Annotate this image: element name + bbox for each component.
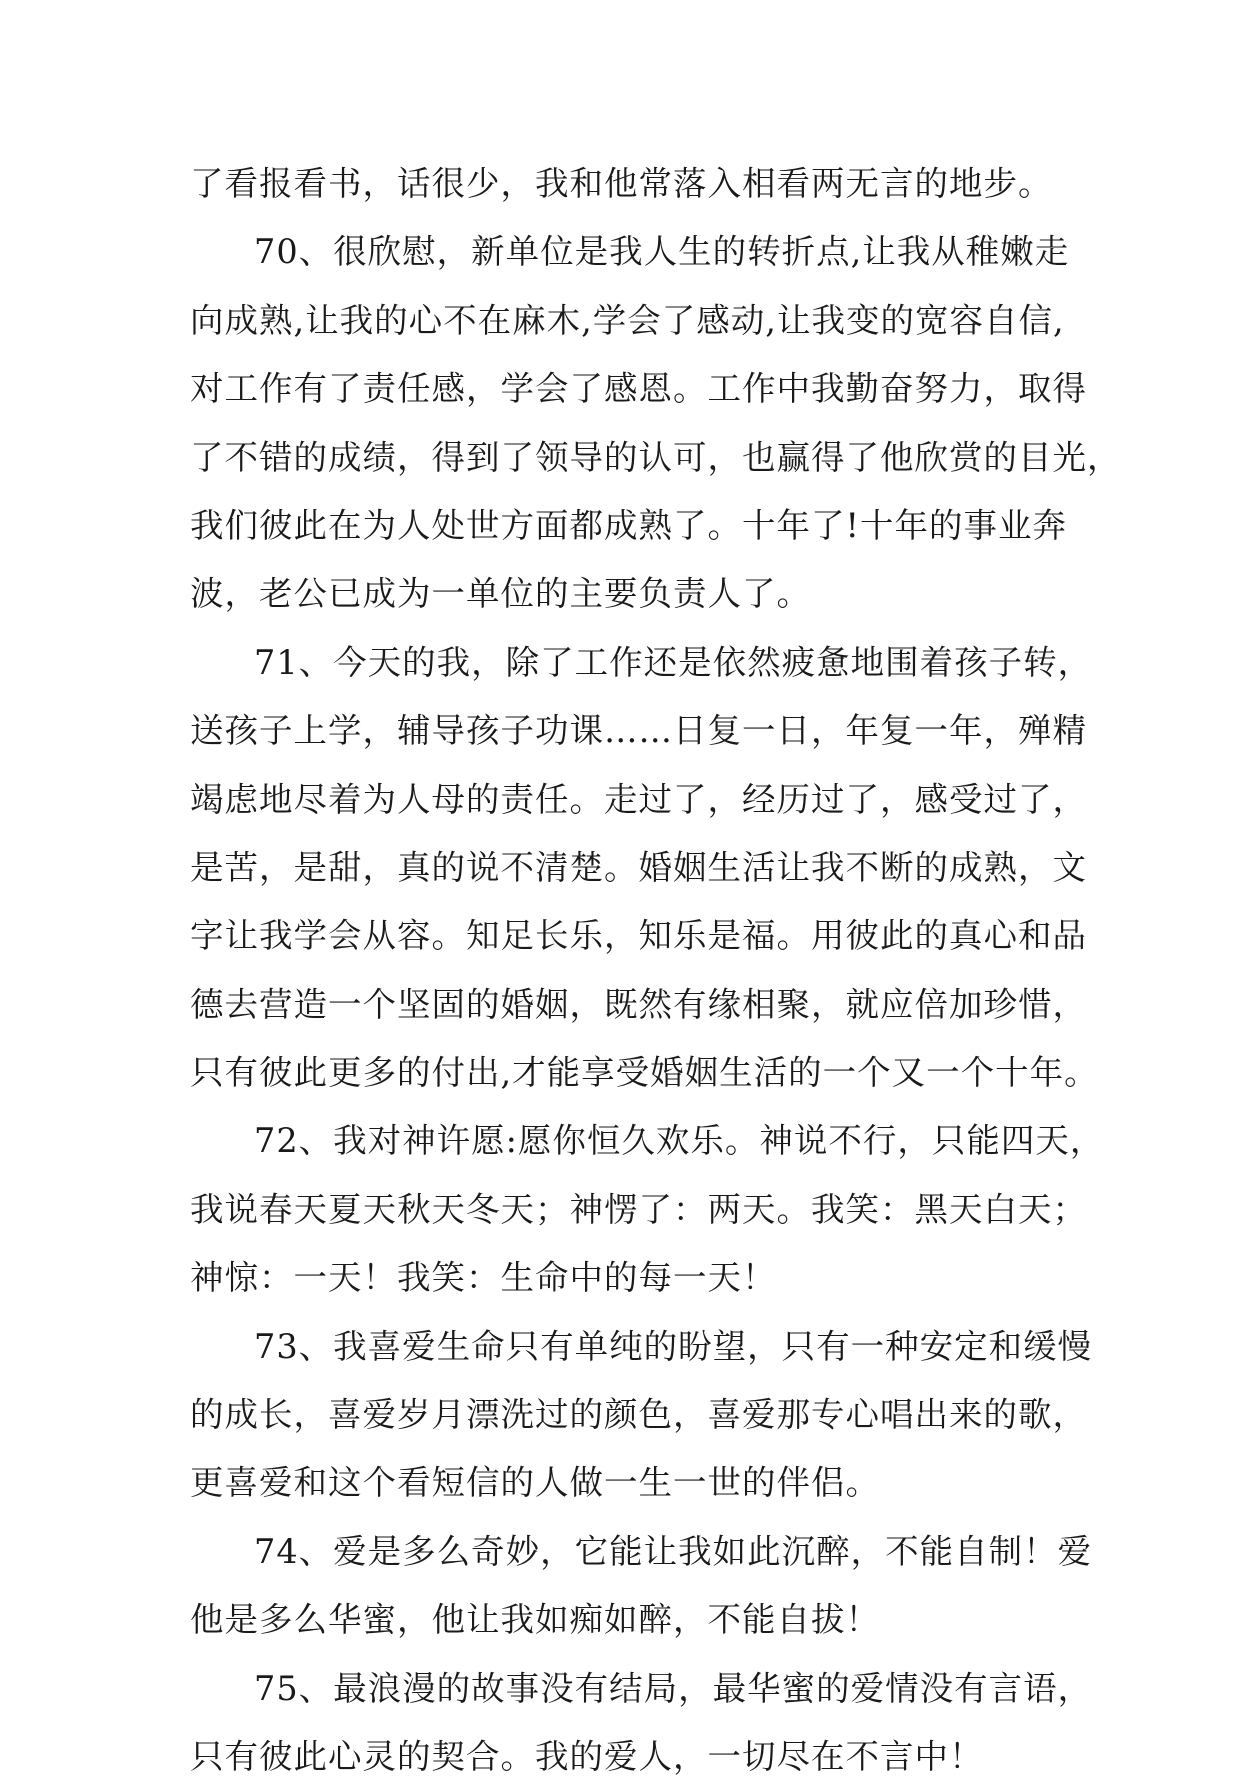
text-line: 73、我喜爱生命只有单纯的盼望，只有一种安定和缓慢 [254,1326,1093,1366]
text-line: 的成长，喜爱岁月漂洗过的颜色，喜爱那专心唱出来的歌， [190,1395,1087,1435]
text-line: 了看报看书，话很少，我和他常落入相看两无言的地步。 [190,164,1053,203]
text-line: 更喜爱和这个看短信的人做一生一世的伴侣。 [190,1463,880,1503]
text-line: 字让我学会从容。知足长乐，知乐是福。用彼此的真心和品 [190,916,1087,956]
text-line: 72、我对神许愿:愿你恒久欢乐。神说不行，只能四天， [254,1121,1105,1161]
text-line: 波，老公已成为一单位的主要负责人了。 [190,574,811,614]
text-line: 我说春天夏天秋天冬天；神愣了：两天。我笑：黑天白天； [190,1189,1087,1229]
text-line: 只有彼此更多的付出,才能享受婚姻生活的一个又一个十年。 [190,1053,1099,1093]
text-line: 竭虑地尽着为人母的责任。走过了，经历过了，感受过了， [190,779,1087,819]
text-line: 70、很欣慰，新单位是我人生的转折点,让我从稚嫩走 [254,232,1070,272]
text-line: 向成熟,让我的心不在麻木,学会了感动,让我变的宽容自信, [190,300,1065,340]
document-body [190,150,1122,1791]
text-line: 75、最浪漫的故事没有结局，最华蜜的爱情没有言语， [254,1668,1093,1708]
text-line: 送孩子上学，辅导孩子功课……日复一日，年复一年，殚精 [190,711,1087,751]
text-line: 神惊：一天！我笑：生命中的每一天！ [190,1258,777,1298]
text-line: 德去营造一个坚固的婚姻，既然有缘相聚，就应倍加珍惜， [190,984,1087,1024]
text-line: 是苦，是甜，真的说不清楚。婚姻生活让我不断的成熟，文 [190,847,1087,887]
text-line: 74、爱是多么奇妙，它能让我如此沉醉，不能自制！爱 [254,1531,1093,1571]
text-line: 我们彼此在为人处世方面都成熟了。十年了!十年的事业奔 [190,505,1067,545]
text-line: 对工作有了责任感，学会了感恩。工作中我勤奋努力，取得 [190,369,1087,409]
text-line: 他是多么华蜜，他让我如痴如醉，不能自拔！ [190,1600,880,1640]
text-line: 只有彼此心灵的契合。我的爱人，一切尽在不言中！ [190,1736,984,1776]
text-line: 了不错的成绩，得到了领导的认可，也赢得了他欣赏的目光， [190,437,1122,477]
text-line: 71、今天的我，除了工作还是依然疲惫地围着孩子转， [254,642,1093,682]
